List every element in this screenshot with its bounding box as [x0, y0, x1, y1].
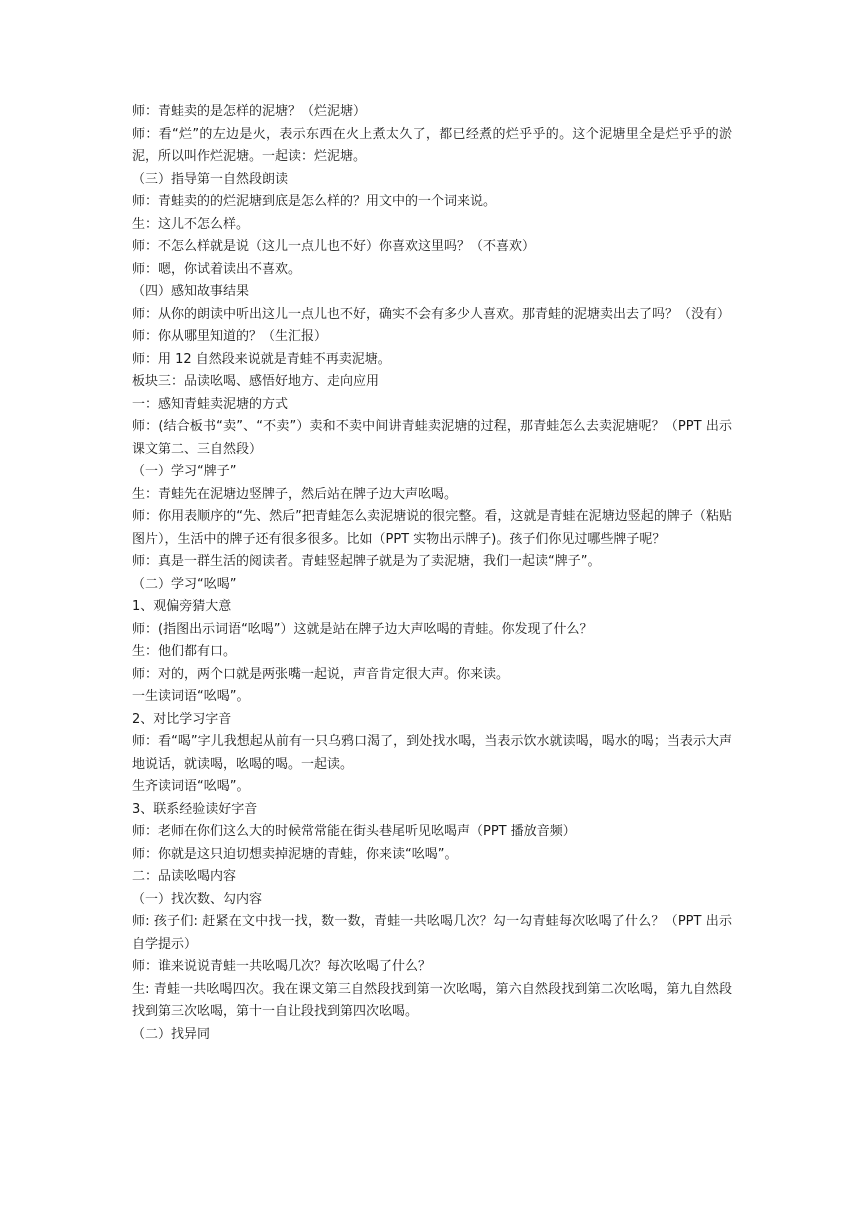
paragraph: 师：真是一群生活的阅读者。青蛙竖起牌子就是为了卖泥塘，我们一起读“牌子”。: [132, 554, 601, 569]
paragraph: 师：不怎么样就是说（这儿一点儿也不好）你喜欢这里吗？（不喜欢）: [132, 239, 536, 254]
paragraph: 生：他们都有口。: [132, 644, 237, 659]
paragraph: 师: 孩子们: 赶紧在文中找一找，数一数，青蛙一共吆喝几次？勾一勾青蛙每次吆喝了什么？（PPT 出示自学提示）: [132, 914, 732, 952]
section-heading: （一）学习“牌子”: [132, 464, 237, 479]
paragraph: 师：谁来说说青蛙一共吆喝几次？每次吆喝了什么？: [132, 959, 432, 974]
paragraph: 生齐读词语“吆喝”。: [132, 779, 250, 794]
paragraph: 师：你从哪里知道的？（生汇报）: [132, 329, 328, 344]
paragraph: 生: 青蛙一共吆喝四次。我在课文第三自然段找到第一次吆喝，第六自然段找到第二次吆喝，第九自然段找到第三次吆喝，第十一自让段找到第四次吆喝。: [132, 981, 732, 1019]
paragraph: 师：老师在你们这么大的时候常常能在街头巷尾听见吆喝声（PPT 播放音频）: [132, 824, 576, 839]
paragraph: 师：嗯，你试着读出不喜欢。: [132, 261, 302, 277]
paragraph: 一生读词语“吆喝”。: [132, 689, 250, 704]
paragraph: 师：青蛙卖的的烂泥塘到底是怎么样的？用文中的一个词来说。: [132, 194, 497, 209]
paragraph: 师：你用表顺序的“先、然后”把青蛙怎么卖泥塘说的很完整。看，这就是青蛙在泥塘边竖起的牌子（粘贴图片），生活中的牌子还有很多很多。比如（PPT 实物出示牌子)。孩子们你见过哪些牌子呢？: [132, 509, 732, 547]
section-heading: （一）找次数、勾内容: [132, 891, 263, 907]
section-heading: （二）找异同: [132, 1026, 211, 1042]
paragraph: 师：(结合板书“卖”、“不卖”）卖和不卖中间讲青蛙卖泥塘的过程，那青蛙怎么去卖泥塘呢？（PPT 出示课文第二、三自然段）: [132, 419, 732, 457]
paragraph: 师：(指图出示词语“吆喝”）这就是站在牌子边大声吆喝的青蛙。你发现了什么？: [132, 621, 593, 637]
paragraph: 生：这儿不怎么样。: [132, 216, 250, 232]
document-body: [132, 101, 732, 1046]
section-heading: 板块三：品读吆喝、感悟好地方、走向应用: [132, 374, 380, 389]
paragraph: 师：从你的朗读中听出这儿一点儿也不好，确实不会有多少人喜欢。那青蛙的泥塘卖出去了吗？（没有）: [132, 306, 731, 322]
section-heading: （二）学习“吆喝”: [132, 576, 237, 592]
paragraph: 师：看“烂”的左边是火，表示东西在火上煮太久了，都已经煮的烂乎乎的。这个泥塘里全是烂乎乎的淤泥，所以叫作烂泥塘。一起读：烂泥塘。: [132, 126, 732, 164]
section-heading: 2、对比学习字音: [132, 711, 232, 727]
paragraph: 师：青蛙卖的是怎样的泥塘？（烂泥塘）: [132, 104, 367, 119]
section-heading: （四）感知故事结果: [132, 284, 250, 299]
section-heading: （三）指导第一自然段朗读: [132, 171, 289, 187]
section-heading: 3、联系经验读好字音: [132, 801, 258, 817]
section-heading: 二：品读吆喝内容: [132, 869, 237, 884]
paragraph: 师：看“喝”字儿我想起从前有一只乌鸦口渴了，到处找水喝，当表示饮水就读喝，喝水的喝；当表示大声地说话，就读喝，吆喝的喝。一起读。: [132, 734, 732, 772]
paragraph: 师：你就是这只迫切想卖掉泥塘的青蛙，你来读“吆喝”。: [132, 846, 458, 862]
paragraph: 师：对的，两个口就是两张嘴一起说，声音肯定很大声。你来读。: [132, 666, 510, 682]
section-heading: 一：感知青蛙卖泥塘的方式: [132, 396, 289, 412]
paragraph: 师：用 12 自然段来说就是青蛙不再卖泥塘。: [132, 351, 391, 367]
section-heading: 1、观偏旁猜大意: [132, 599, 232, 614]
paragraph: 生：青蛙先在泥塘边竖牌子，然后站在牌子边大声吆喝。: [132, 486, 458, 502]
